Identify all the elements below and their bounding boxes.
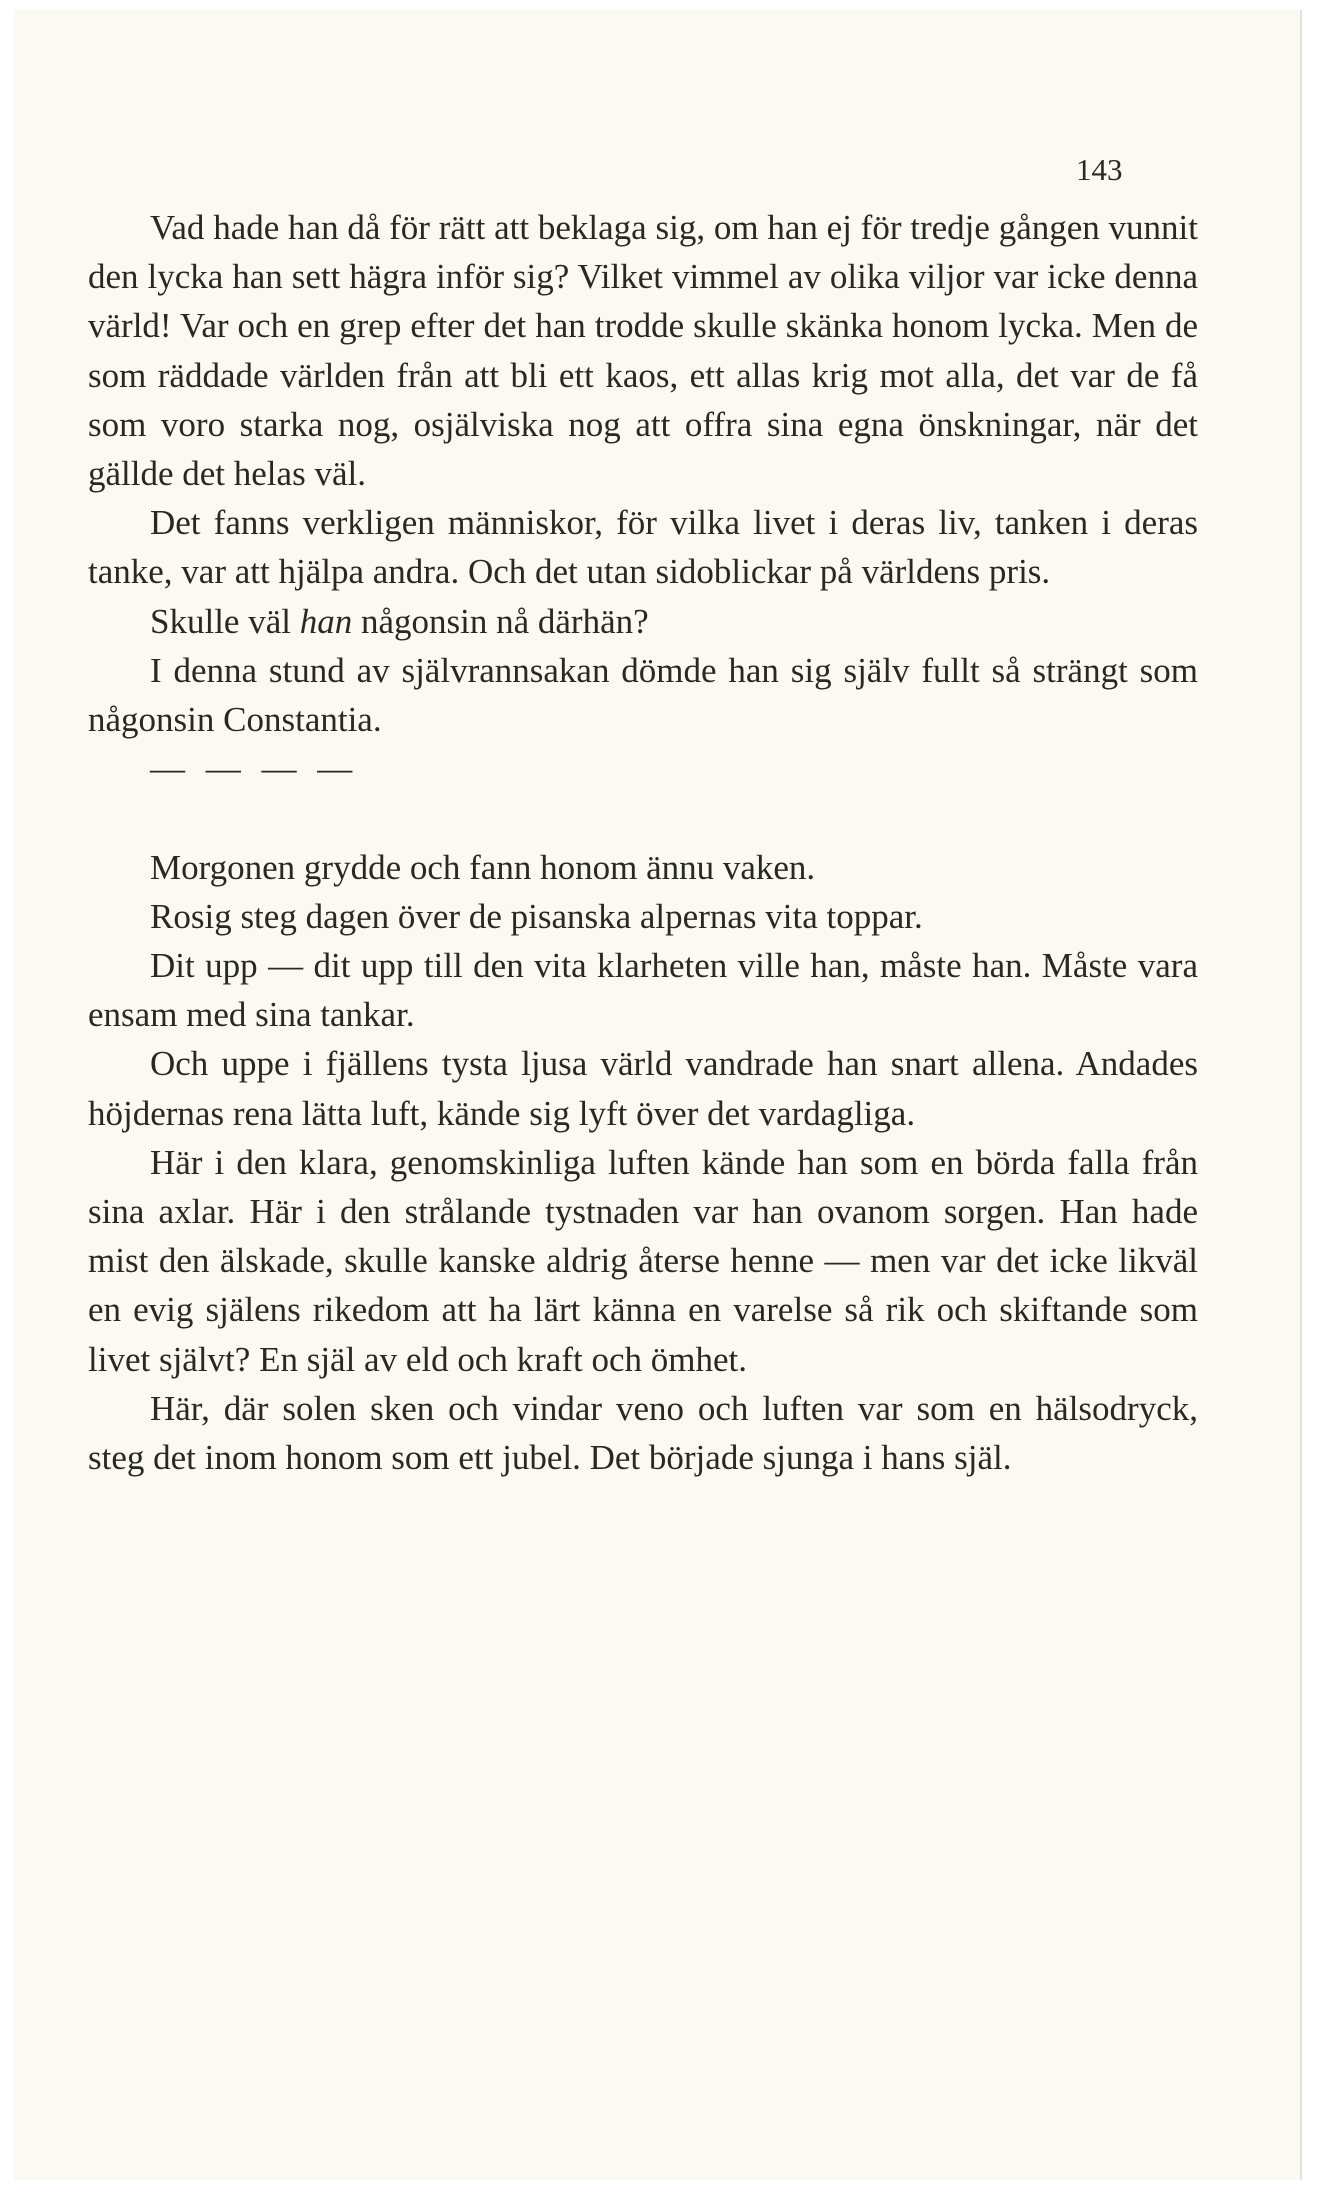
paragraph: Morgonen grydde och fann honom ännu vaken. bbox=[150, 847, 816, 887]
question-end: någonsin nå därhän? bbox=[352, 601, 649, 641]
section-spacer bbox=[88, 793, 1198, 842]
paragraph: Dit upp — dit upp till den vita klarheten ville han, måste han. Måste vara ensam med sina tankar. bbox=[88, 946, 1198, 1035]
paragraph: Vad hade han då för rätt att beklaga sig, om han ej för tredje gången vunnit den lycka han sett hägra inför sig? Vilket vimmel av olika viljor var icke denna värld! Var och en grep efter det han trodde skulle skänka honom lycka. Men de som räddade världen från att bli ett kaos, ett allas krig mot alla, det var de få som voro starka nog, osjälviska nog att offra sina egna önskningar, när det gällde det helas väl. bbox=[88, 208, 1198, 494]
page-number: 143 bbox=[1076, 152, 1123, 187]
section-separator: — — — — bbox=[150, 749, 359, 789]
book-page bbox=[14, 10, 1302, 2180]
paragraph: Och uppe i fjällens tysta ljusa värld vandrade han snart allena. Andades höjdernas rena lätta luft, kände sig lyft över det vardagliga. bbox=[88, 1044, 1198, 1133]
page-text bbox=[88, 203, 1198, 1482]
question-start: Skulle väl bbox=[150, 601, 300, 641]
paragraph: Här i den klara, genomskinliga luften kände han som en börda falla från sina axlar. Här i den strålande tystnaden var han ovanom sorgen. Han hade mist den älskade, skulle kanske aldrig återse henne — men var det icke likväl en evig själens rikedom att ha lärt känna en varelse så rik och skiftande som livet självt? En själ av eld och kraft och ömhet. bbox=[88, 1142, 1198, 1379]
emphasized-word: han bbox=[299, 601, 353, 641]
paragraph: Rosig steg dagen över de pisanska alpernas vita toppar. bbox=[150, 896, 923, 936]
paragraph: Det fanns verkligen människor, för vilka livet i deras liv, tanken i deras tanke, var att hjälpa andra. Och det utan sidoblickar på världens pris. bbox=[88, 503, 1198, 592]
paragraph: I denna stund av självrannsakan dömde han sig själv fullt så strängt som någonsin Constantia. bbox=[88, 650, 1198, 740]
paragraph: Här, där solen sken och vindar veno och luften var som en hälsodryck, steg det inom honom som ett jubel. Det började sjunga i hans själ. bbox=[88, 1388, 1198, 1478]
paragraph-question bbox=[88, 597, 1198, 646]
